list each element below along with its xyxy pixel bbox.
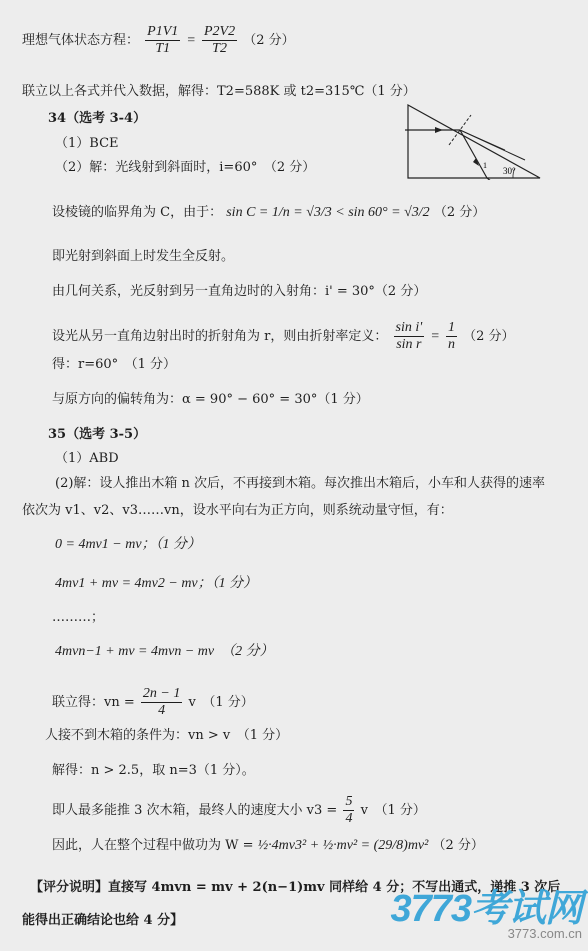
prism-diagram	[405, 100, 545, 180]
frac-num: 5	[345, 794, 353, 809]
fraction-joint	[141, 686, 182, 719]
score: （2 分）	[433, 205, 486, 220]
refraction-text: 设光从另一直角边射出时的折射角为 r，则由折射率定义：	[52, 329, 388, 344]
refraction-line: 设光从另一直角边射出时的折射角为 r，则由折射率定义： $\frac{\text{sin i'}}{\text{sin r}}$ = $\frac{1}{n}$ （2 分）	[52, 320, 515, 352]
frac-den: T1	[155, 41, 171, 56]
fraction-one-over-n	[446, 320, 457, 353]
answer-35-1: （1）ABD	[55, 451, 119, 466]
final-text: 即人最多能推 3 次木箱，最终人的速度大小 v3 =	[52, 803, 338, 818]
frac-num: 2n − 1	[142, 686, 181, 701]
frac-num: sin i'	[395, 320, 423, 335]
ellipsis-line: ………；	[52, 610, 105, 625]
score: （2 分）	[243, 33, 295, 48]
section-heading-35: 35（选考 3-5）	[48, 427, 147, 442]
logo-brand: 3773考试网	[390, 888, 582, 930]
scoring-note-cont: 能得出正确结论也给 4 分】	[22, 913, 184, 928]
solution-line: 联立以上各式并代入数据，解得：T2=588K 或 t2=315℃（1 分）	[22, 84, 416, 99]
critical-angle-line	[52, 205, 485, 221]
angle-label: 30°	[503, 166, 516, 176]
fraction-right	[202, 24, 237, 57]
work-line	[52, 838, 484, 854]
joint-solution-line	[52, 686, 254, 719]
score: （2 分）	[432, 838, 484, 853]
total-reflection-line: 即光射到斜面上时发生全反射。	[52, 249, 235, 264]
answer-35-2b: 依次为 v1、v2、v3……vn，设水平向右为正方向，则系统动量守恒，有：	[22, 503, 453, 518]
scoring-note: 【评分说明】直接写 4mvn = mv + 2(n−1)mv 同样给 4 分；不写出通式，递推 3 次后	[30, 880, 561, 895]
critical-angle-text: 设棱镜的临界角为 C，由于：	[52, 205, 223, 220]
frac-num: 1	[447, 320, 455, 335]
fraction-final	[343, 794, 354, 827]
answer-35-2a: (2)解：设人推出木箱 n 次后，不再接到木箱。每次推出木箱后，小车和人获得的速率	[55, 476, 546, 491]
frac-den: 4	[158, 703, 166, 718]
critical-angle-math: sin C = 1/n = √3/3 < sin 60° = √3/2	[226, 205, 430, 220]
answer-34-1: （1）BCE	[55, 136, 119, 151]
point-label: 1	[483, 161, 487, 170]
logo-domain: 3773.com.cn	[507, 926, 582, 941]
deflection-line: 与原方向的偏转角为：α = 90° − 60° = 30°（1 分）	[52, 392, 369, 407]
eq-label: 理想气体状态方程：	[22, 33, 140, 48]
final-tail: v （1 分）	[360, 803, 426, 818]
frac-den: T2	[212, 41, 227, 56]
fraction-sin	[394, 320, 425, 353]
joint-text: 联立得：vn =	[52, 695, 135, 710]
frac-den: 4	[345, 811, 353, 826]
section-heading-34: 34（选考 3-4）	[48, 111, 147, 126]
r-result-line: 得：r=60° （1 分）	[52, 357, 177, 372]
momentum-eq-3: 4mvn−1 + mv = 4mvn − mv （2 分）	[55, 644, 274, 659]
ideal-gas-equation: 理想气体状态方程： $\frac{P1V1}{T1}$ = $\frac{P2V2}{T2}$ （2 分）	[22, 24, 295, 56]
frac-den: n	[447, 337, 455, 352]
final-speed-line	[52, 794, 426, 827]
score: （2 分）	[463, 329, 515, 344]
frac-num: P2V2	[204, 24, 236, 39]
site-logo	[390, 877, 582, 941]
momentum-eq-2: 4mv1 + mv = 4mv2 − mv；（1 分）	[55, 576, 258, 591]
momentum-eq-1: 0 = 4mv1 − mv；（1 分）	[55, 537, 202, 552]
work-math: ½·4mv3² + ½·mv² = (29/8)mv²	[257, 838, 429, 853]
frac-den: sin r	[396, 337, 422, 352]
joint-tail: v （1 分）	[188, 695, 254, 710]
geometry-line: 由几何关系，光反射到另一直角边时的入射角：i' = 30°（2 分）	[52, 284, 427, 299]
condition-line: 人接不到木箱的条件为：vn > v （1 分）	[45, 728, 289, 743]
fraction-left	[145, 24, 180, 57]
answer-34-2: （2）解：光线射到斜面时，i=60° （2 分）	[55, 160, 316, 175]
solve-line: 解得：n > 2.5，取 n=3（1 分）。	[52, 763, 255, 778]
work-text: 因此，人在整个过程中做功为 W =	[52, 838, 254, 853]
frac-num: P1V1	[147, 24, 179, 39]
